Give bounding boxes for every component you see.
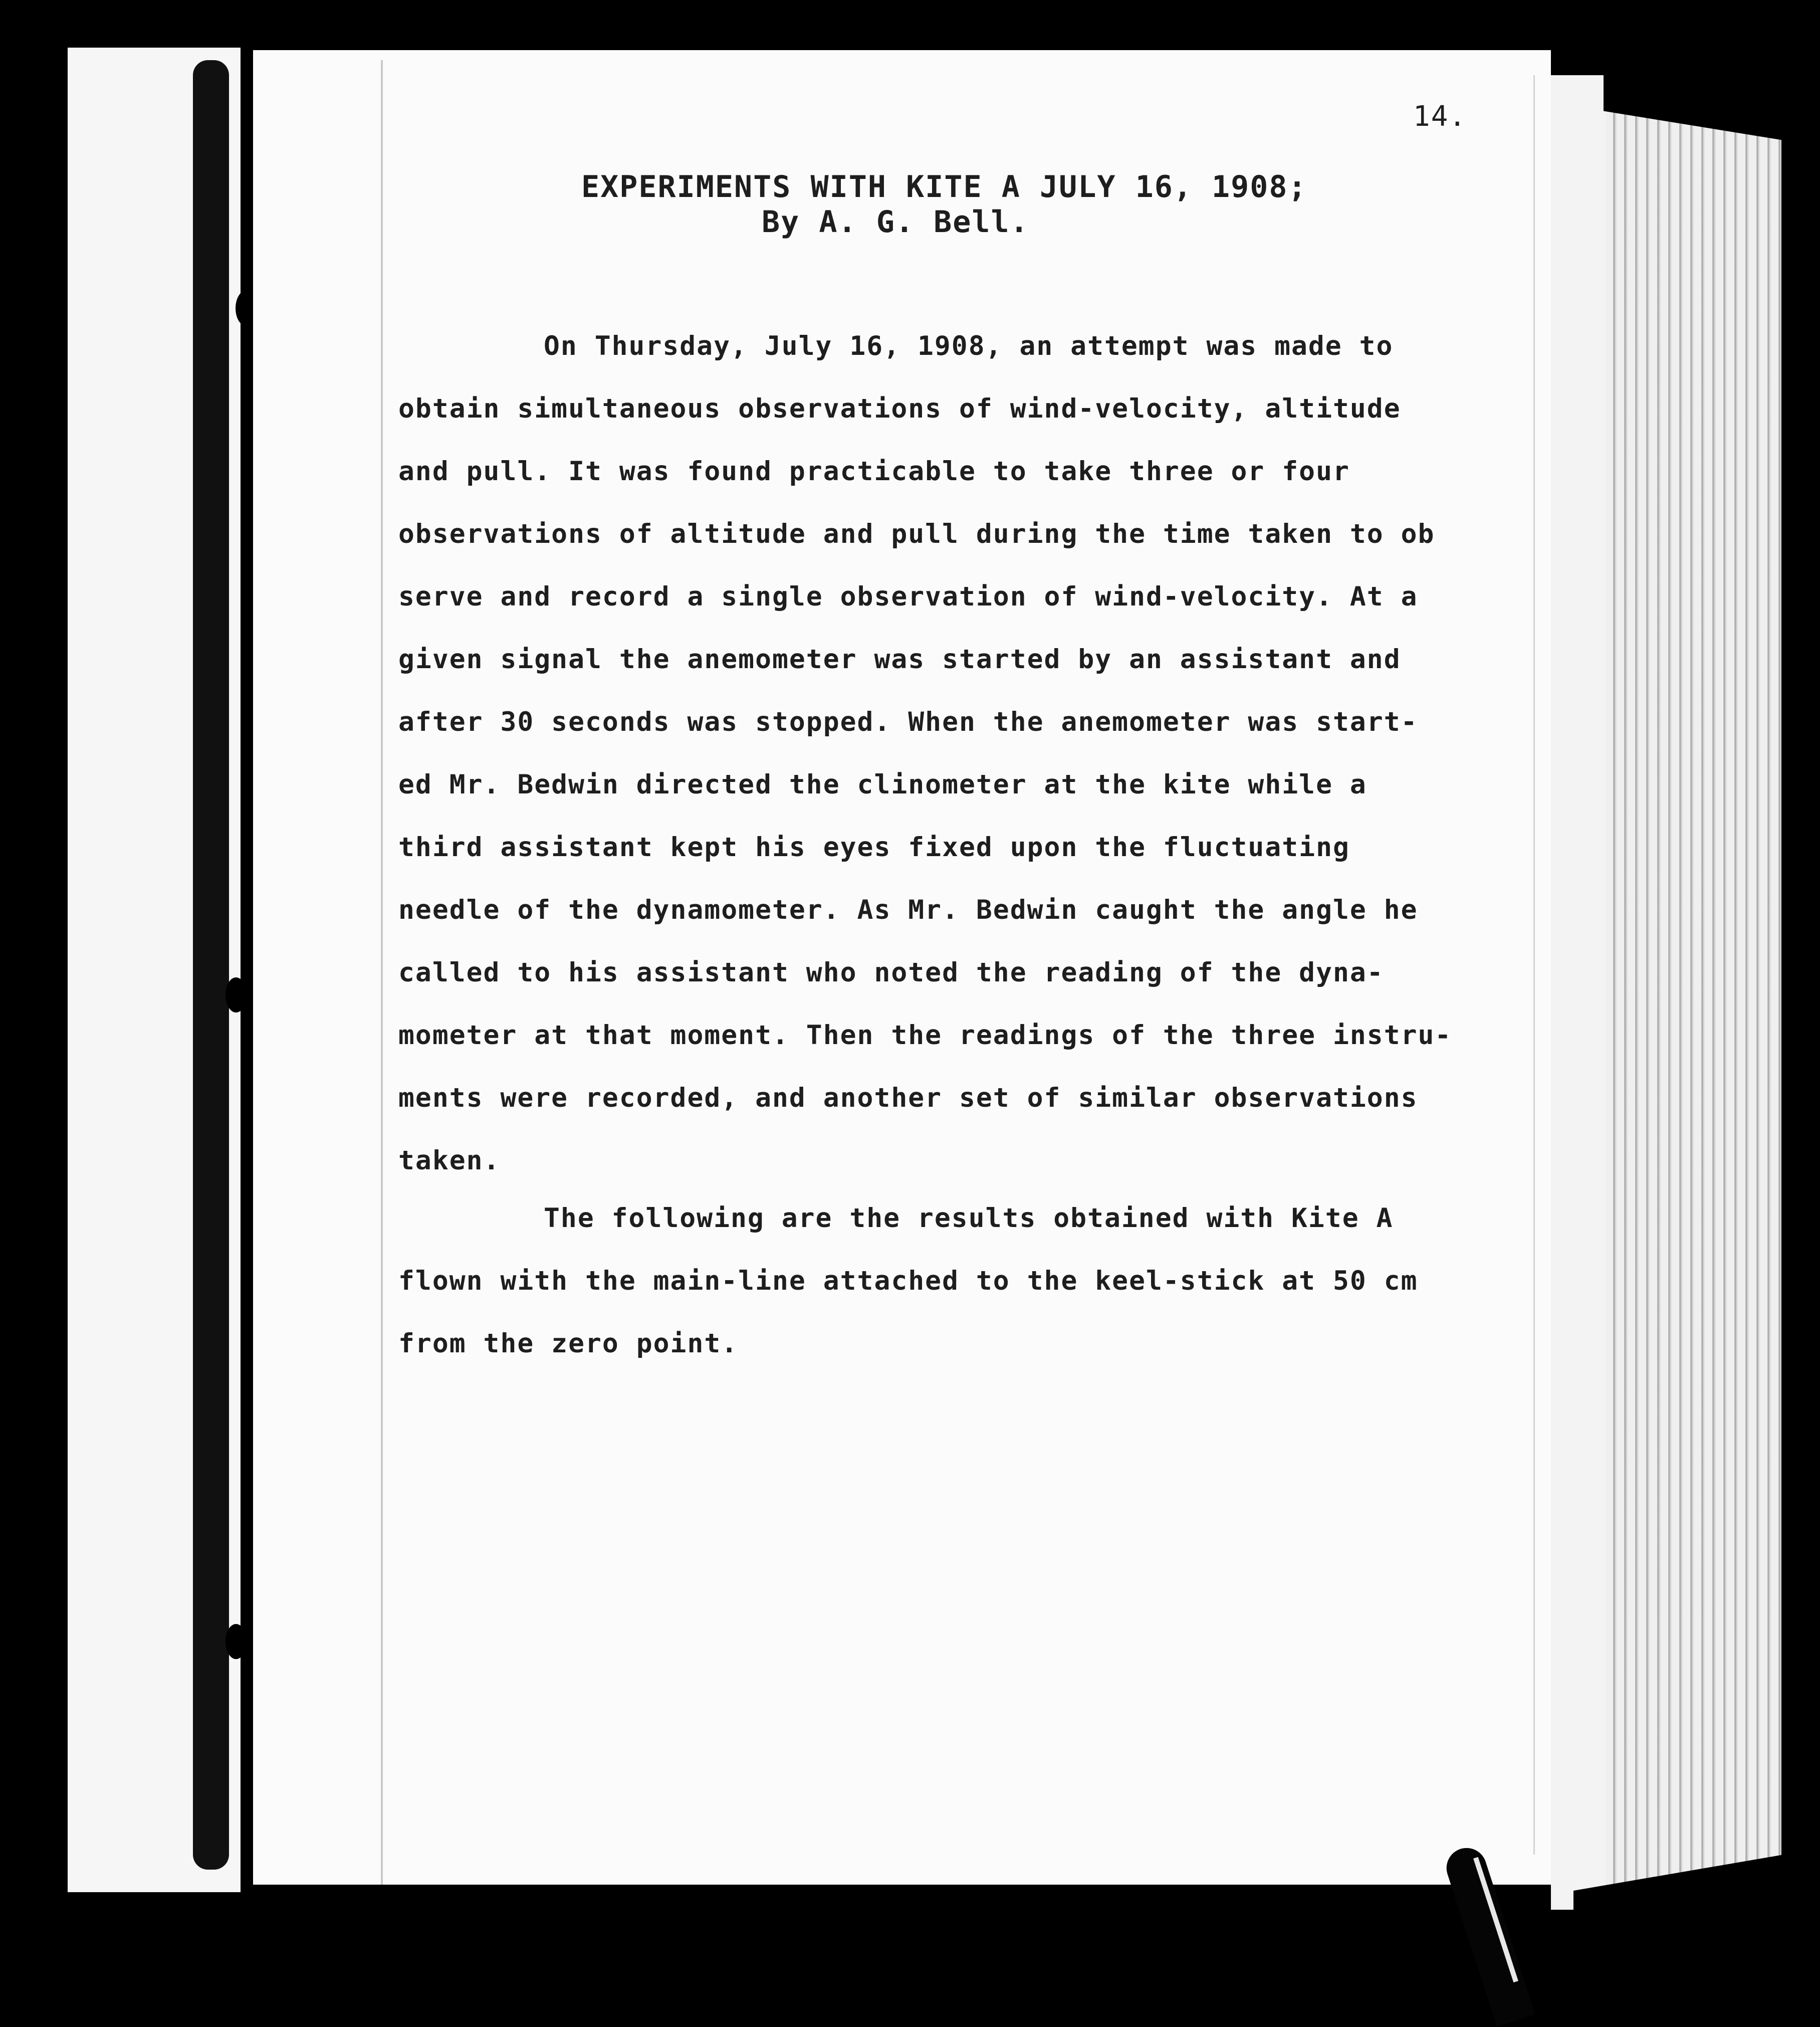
body-line: given signal the anemometer was started by an assistant and: [398, 644, 1401, 675]
body-line: obtain simultaneous observations of wind-velocity, altitude: [398, 393, 1401, 424]
page-fold-line: [1533, 75, 1535, 1855]
body-line: taken.: [398, 1145, 501, 1176]
body-line: ments were recorded, and another set of similar observations: [398, 1083, 1418, 1113]
body-line: mometer at that moment. Then the readings of the three instru-: [398, 1020, 1452, 1051]
page-edge-shade: [1551, 75, 1606, 1910]
body-line: flown with the main-line attached to the keel-stick at 50 cm: [398, 1266, 1418, 1296]
body-line: On Thursday, July 16, 1908, an attempt was made to: [544, 331, 1394, 361]
body-line: observations of altitude and pull during the time taken to ob: [398, 519, 1435, 549]
body-line: called to his assistant who noted the reading of the dyna-: [398, 957, 1384, 988]
body-line: after 30 seconds was stopped. When the anemometer was start-: [398, 707, 1418, 737]
document-byline: By A. G. Bell.: [762, 205, 1029, 240]
page-number: 14.: [1413, 100, 1467, 133]
binder-ring: [225, 1624, 247, 1659]
binder-ring: [225, 977, 247, 1012]
body-line: and pull. It was found practicable to take three or four: [398, 456, 1350, 487]
body-line: The following are the results obtained with Kite A: [544, 1203, 1394, 1234]
body-line: from the zero point.: [398, 1328, 739, 1359]
body-line: serve and record a single observation of wind-velocity. At a: [398, 581, 1418, 612]
body-line: third assistant kept his eyes fixed upon the fluctuating: [398, 832, 1350, 863]
body-line: needle of the dynamometer. As Mr. Bedwin caught the angle he: [398, 895, 1418, 925]
document-title: EXPERIMENTS WITH KITE A JULY 16, 1908;: [581, 169, 1307, 205]
binder-spine: [193, 60, 229, 1870]
margin-rule: [381, 60, 383, 1885]
body-line: ed Mr. Bedwin directed the clinometer at the kite while a: [398, 769, 1367, 800]
